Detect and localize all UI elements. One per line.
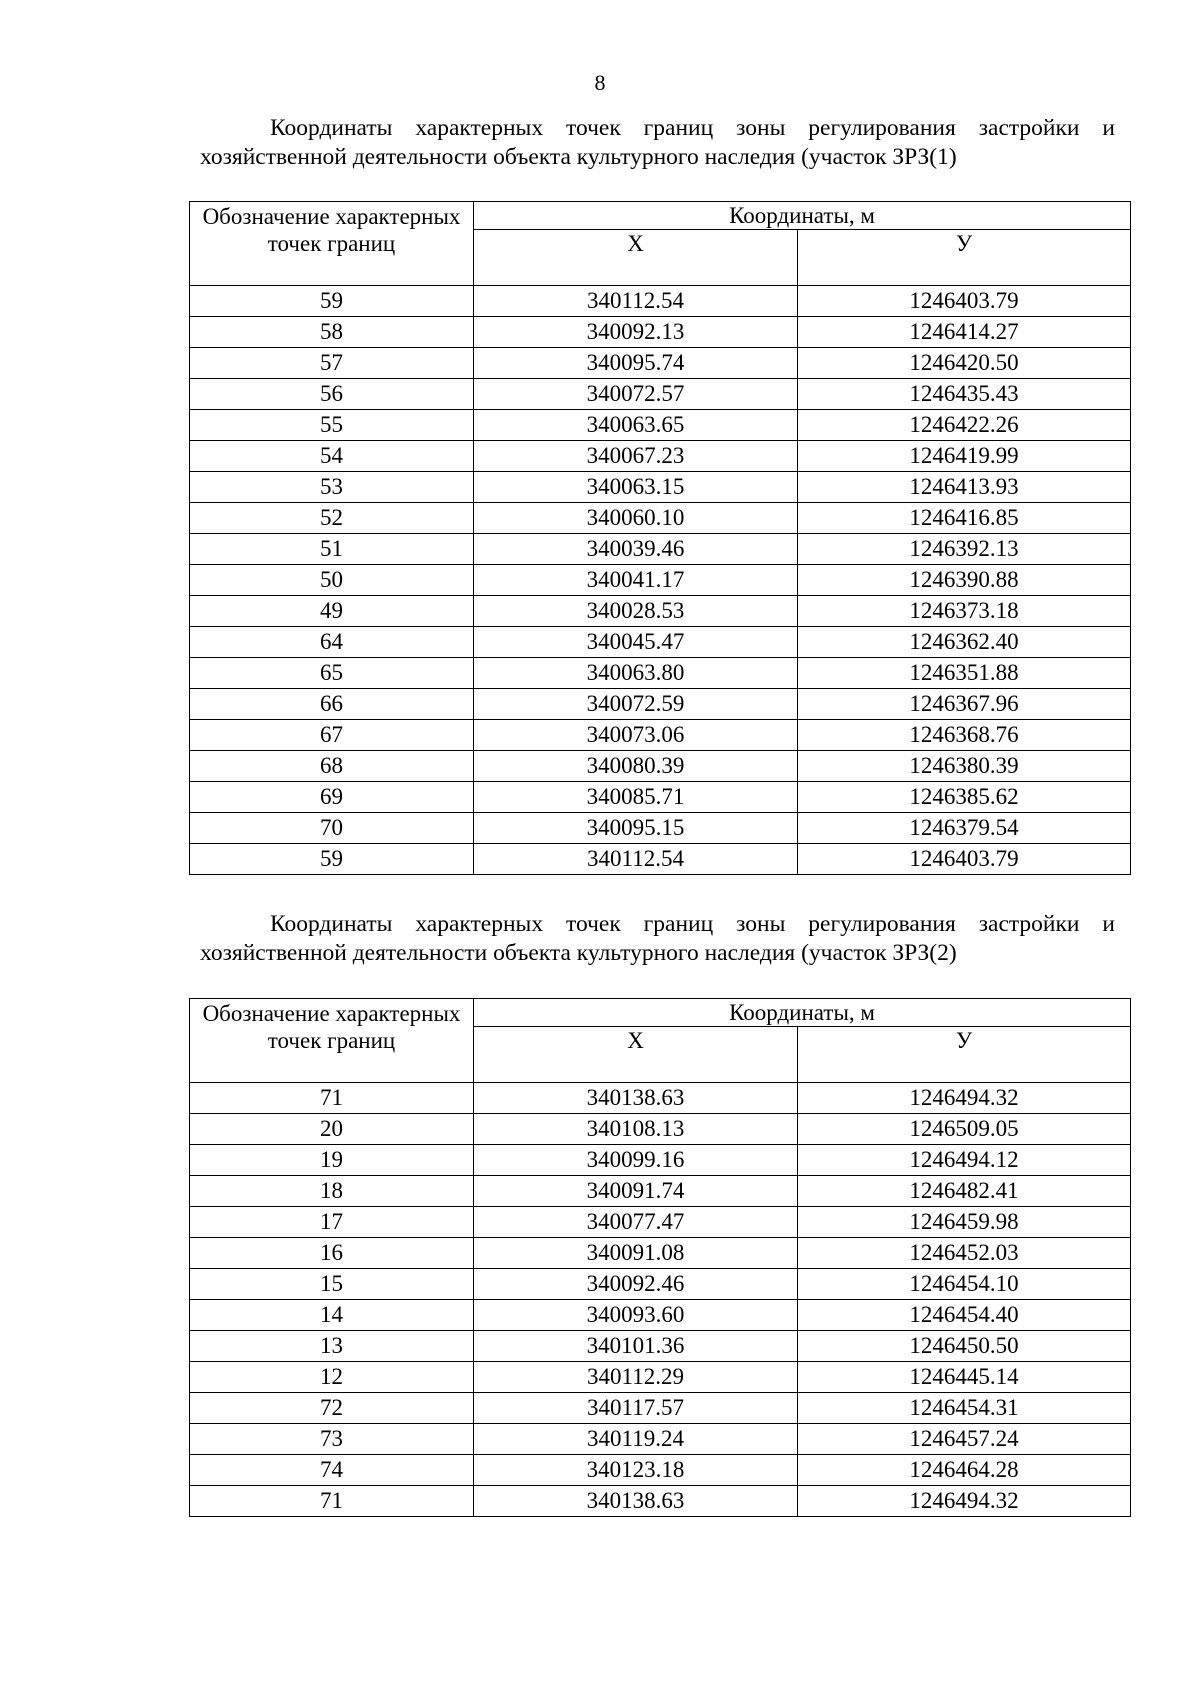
table-row <box>190 1331 1131 1362</box>
table-row <box>190 844 1131 875</box>
table-row <box>190 596 1131 627</box>
table-row <box>190 1300 1131 1331</box>
point-cell: 59 <box>190 844 474 875</box>
y-cell: 1246403.79 <box>798 844 1131 875</box>
y-cell: 1246494.12 <box>798 1145 1131 1176</box>
point-cell: 15 <box>190 1269 474 1300</box>
point-cell: 55 <box>190 410 474 441</box>
point-cell: 72 <box>190 1393 474 1424</box>
point-cell: 64 <box>190 627 474 658</box>
table-row <box>190 1145 1131 1176</box>
x-cell: 340063.65 <box>474 410 798 441</box>
table-row <box>190 1207 1131 1238</box>
y-column-header: У <box>798 1027 1131 1083</box>
point-cell: 49 <box>190 596 474 627</box>
table-row <box>190 503 1131 534</box>
point-cell: 70 <box>190 813 474 844</box>
table-row <box>190 534 1131 565</box>
table-row <box>190 782 1131 813</box>
y-cell: 1246457.24 <box>798 1424 1131 1455</box>
point-label-header: Обозначение характерных точек границ <box>190 202 474 286</box>
y-cell: 1246450.50 <box>798 1331 1131 1362</box>
y-cell: 1246454.10 <box>798 1269 1131 1300</box>
table-row <box>190 720 1131 751</box>
x-cell: 340091.74 <box>474 1176 798 1207</box>
y-cell: 1246403.79 <box>798 286 1131 317</box>
x-cell: 340063.80 <box>474 658 798 689</box>
x-cell: 340091.08 <box>474 1238 798 1269</box>
y-cell: 1246367.96 <box>798 689 1131 720</box>
table-row <box>190 1455 1131 1486</box>
table-row <box>190 1424 1131 1455</box>
point-cell: 69 <box>190 782 474 813</box>
point-cell: 73 <box>190 1424 474 1455</box>
y-cell: 1246362.40 <box>798 627 1131 658</box>
x-cell: 340138.63 <box>474 1486 798 1517</box>
y-cell: 1246368.76 <box>798 720 1131 751</box>
table-row <box>190 1114 1131 1145</box>
x-cell: 340092.13 <box>474 317 798 348</box>
y-cell: 1246390.88 <box>798 565 1131 596</box>
table-row <box>190 689 1131 720</box>
y-cell: 1246445.14 <box>798 1362 1131 1393</box>
table-row <box>190 441 1131 472</box>
x-cell: 340063.15 <box>474 472 798 503</box>
table-row <box>190 565 1131 596</box>
table-row <box>190 751 1131 782</box>
table-row <box>190 1269 1131 1300</box>
point-cell: 54 <box>190 441 474 472</box>
table-row <box>190 379 1131 410</box>
x-cell: 340092.46 <box>474 1269 798 1300</box>
point-cell: 13 <box>190 1331 474 1362</box>
x-cell: 340108.13 <box>474 1114 798 1145</box>
point-cell: 66 <box>190 689 474 720</box>
y-cell: 1246379.54 <box>798 813 1131 844</box>
y-cell: 1246494.32 <box>798 1486 1131 1517</box>
y-cell: 1246452.03 <box>798 1238 1131 1269</box>
point-cell: 65 <box>190 658 474 689</box>
y-column-header: У <box>798 230 1131 286</box>
x-column-header: Х <box>474 1027 798 1083</box>
point-cell: 12 <box>190 1362 474 1393</box>
point-cell: 68 <box>190 751 474 782</box>
y-cell: 1246420.50 <box>798 348 1131 379</box>
coordinates-header: Координаты, м <box>474 999 1131 1027</box>
point-cell: 51 <box>190 534 474 565</box>
table-row <box>190 1176 1131 1207</box>
y-cell: 1246459.98 <box>798 1207 1131 1238</box>
point-cell: 52 <box>190 503 474 534</box>
x-cell: 340080.39 <box>474 751 798 782</box>
section-heading: Координаты характерных точек границ зоны регулирования застройки и хозяйственной деятельности объекта культурного наследия (участок ЗРЗ(1) <box>200 115 1115 170</box>
x-cell: 340028.53 <box>474 596 798 627</box>
y-cell: 1246435.43 <box>798 379 1131 410</box>
x-cell: 340085.71 <box>474 782 798 813</box>
x-cell: 340112.54 <box>474 844 798 875</box>
point-cell: 17 <box>190 1207 474 1238</box>
y-cell: 1246454.31 <box>798 1393 1131 1424</box>
point-cell: 20 <box>190 1114 474 1145</box>
y-cell: 1246509.05 <box>798 1114 1131 1145</box>
point-cell: 16 <box>190 1238 474 1269</box>
coordinates-table <box>189 998 1131 1517</box>
y-cell: 1246464.28 <box>798 1455 1131 1486</box>
table-body <box>190 1083 1131 1517</box>
point-cell: 56 <box>190 379 474 410</box>
table-row <box>190 813 1131 844</box>
x-cell: 340073.06 <box>474 720 798 751</box>
point-cell: 14 <box>190 1300 474 1331</box>
table-row <box>190 472 1131 503</box>
table-row <box>190 317 1131 348</box>
y-cell: 1246373.18 <box>798 596 1131 627</box>
table-row <box>190 1238 1131 1269</box>
point-cell: 71 <box>190 1486 474 1517</box>
table-row <box>190 658 1131 689</box>
section-heading: Координаты характерных точек границ зоны регулирования застройки и хозяйственной деятельности объекта культурного наследия (участок ЗРЗ(2) <box>200 911 1115 966</box>
y-cell: 1246413.93 <box>798 472 1131 503</box>
x-cell: 340095.74 <box>474 348 798 379</box>
x-cell: 340099.16 <box>474 1145 798 1176</box>
point-cell: 53 <box>190 472 474 503</box>
table-row <box>190 348 1131 379</box>
table-row <box>190 1362 1131 1393</box>
x-cell: 340093.60 <box>474 1300 798 1331</box>
y-cell: 1246454.40 <box>798 1300 1131 1331</box>
x-cell: 340095.15 <box>474 813 798 844</box>
x-cell: 340072.57 <box>474 379 798 410</box>
y-cell: 1246392.13 <box>798 534 1131 565</box>
table-body <box>190 286 1131 875</box>
x-cell: 340112.29 <box>474 1362 798 1393</box>
point-cell: 50 <box>190 565 474 596</box>
y-cell: 1246351.88 <box>798 658 1131 689</box>
x-cell: 340101.36 <box>474 1331 798 1362</box>
coordinates-table <box>189 201 1131 875</box>
point-cell: 59 <box>190 286 474 317</box>
x-cell: 340077.47 <box>474 1207 798 1238</box>
y-cell: 1246385.62 <box>798 782 1131 813</box>
x-cell: 340072.59 <box>474 689 798 720</box>
x-cell: 340123.18 <box>474 1455 798 1486</box>
x-cell: 340045.47 <box>474 627 798 658</box>
table-row <box>190 1486 1131 1517</box>
table-row <box>190 1083 1131 1114</box>
point-cell: 67 <box>190 720 474 751</box>
x-cell: 340060.10 <box>474 503 798 534</box>
y-cell: 1246380.39 <box>798 751 1131 782</box>
point-cell: 19 <box>190 1145 474 1176</box>
table-row <box>190 286 1131 317</box>
x-cell: 340119.24 <box>474 1424 798 1455</box>
point-cell: 58 <box>190 317 474 348</box>
y-cell: 1246422.26 <box>798 410 1131 441</box>
point-cell: 57 <box>190 348 474 379</box>
point-cell: 74 <box>190 1455 474 1486</box>
x-cell: 340039.46 <box>474 534 798 565</box>
y-cell: 1246414.27 <box>798 317 1131 348</box>
y-cell: 1246494.32 <box>798 1083 1131 1114</box>
coordinates-header: Координаты, м <box>474 202 1131 230</box>
x-column-header: Х <box>474 230 798 286</box>
table-row <box>190 410 1131 441</box>
x-cell: 340138.63 <box>474 1083 798 1114</box>
y-cell: 1246419.99 <box>798 441 1131 472</box>
x-cell: 340041.17 <box>474 565 798 596</box>
y-cell: 1246416.85 <box>798 503 1131 534</box>
y-cell: 1246482.41 <box>798 1176 1131 1207</box>
x-cell: 340112.54 <box>474 286 798 317</box>
point-cell: 18 <box>190 1176 474 1207</box>
table-row <box>190 627 1131 658</box>
x-cell: 340117.57 <box>474 1393 798 1424</box>
page-number: 8 <box>594 70 606 95</box>
point-cell: 71 <box>190 1083 474 1114</box>
table-row <box>190 1393 1131 1424</box>
point-label-header: Обозначение характерных точек границ <box>190 999 474 1083</box>
x-cell: 340067.23 <box>474 441 798 472</box>
